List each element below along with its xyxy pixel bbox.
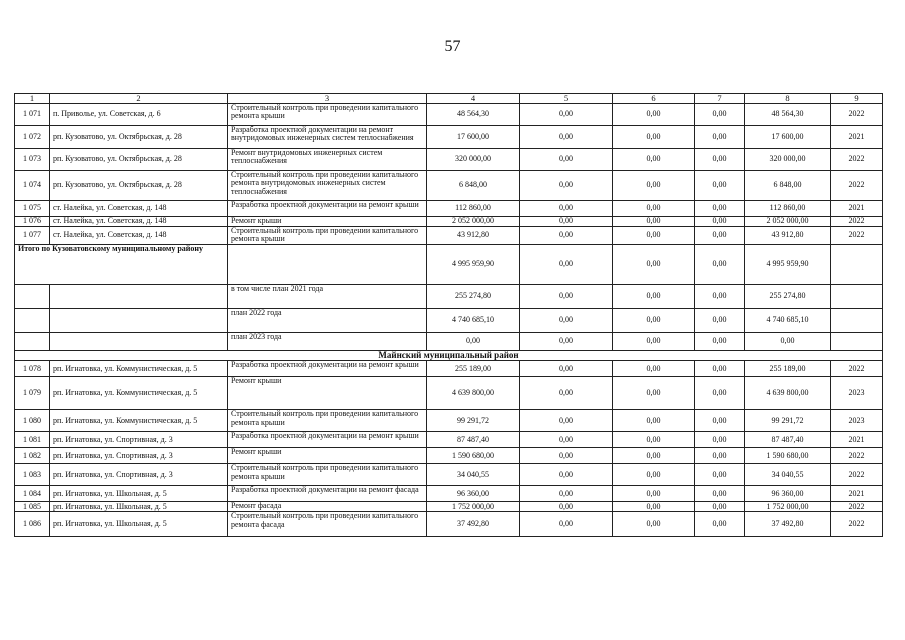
plan-year-row	[15, 333, 883, 351]
total-value-cell: 0,00	[520, 245, 613, 285]
table-row	[15, 201, 883, 217]
year-cell: 2023	[831, 377, 883, 410]
column-header: 6	[613, 94, 695, 104]
year-cell: 2021	[831, 201, 883, 217]
cost-cell: 0,00	[695, 227, 745, 245]
total-cost-cell: 48 564,30	[427, 104, 520, 126]
total-cost-cell: 37 492,80	[427, 512, 520, 537]
total-cost-cell: 320 000,00	[427, 149, 520, 171]
plan-value-cell: 255 274,80	[745, 285, 831, 309]
table-row	[15, 410, 883, 432]
plan-value-cell: 0,00	[520, 309, 613, 333]
row-number: 1 079	[15, 377, 50, 410]
fund-cost-cell: 320 000,00	[745, 149, 831, 171]
column-header: 7	[695, 94, 745, 104]
page-number: 57	[444, 38, 461, 55]
column-header: 2	[50, 94, 228, 104]
cost-cell: 0,00	[520, 361, 613, 377]
table-row	[15, 448, 883, 464]
cost-cell: 0,00	[695, 126, 745, 149]
plan-value-cell: 0,00	[427, 333, 520, 351]
work-type-cell: Строительный контроль при проведении капитального ремонта крыши	[228, 227, 427, 245]
address-cell: рп. Кузоватово, ул. Октябрьская, д. 28	[50, 171, 228, 201]
work-type-cell: Разработка проектной документации на ремонт крыши	[228, 361, 427, 377]
work-type-cell: Разработка проектной документации на ремонт внутридомовых инженерных систем теплоснабжения	[228, 126, 427, 149]
work-type-cell: Ремонт внутридомовых инженерных систем теплоснабжения	[228, 149, 427, 171]
total-cost-cell: 96 360,00	[427, 486, 520, 502]
row-number: 1 078	[15, 361, 50, 377]
plan-value-cell: 0,00	[695, 309, 745, 333]
table-row	[15, 464, 883, 486]
section-header-row	[15, 351, 883, 361]
address-cell: ст. Налейка, ул. Советская, д. 148	[50, 201, 228, 217]
register-table	[14, 93, 883, 537]
year-cell: 2022	[831, 171, 883, 201]
cost-cell: 0,00	[613, 149, 695, 171]
cost-cell: 0,00	[613, 377, 695, 410]
fund-cost-cell: 4 639 800,00	[745, 377, 831, 410]
address-cell: рп. Кузоватово, ул. Октябрьская, д. 28	[50, 149, 228, 171]
row-number: 1 082	[15, 448, 50, 464]
empty-cell	[50, 285, 228, 309]
cost-cell: 0,00	[695, 448, 745, 464]
cost-cell: 0,00	[695, 149, 745, 171]
cost-cell: 0,00	[695, 410, 745, 432]
cost-cell: 0,00	[613, 448, 695, 464]
column-header: 3	[228, 94, 427, 104]
table-row	[15, 512, 883, 537]
year-cell: 2022	[831, 217, 883, 227]
year-cell: 2022	[831, 502, 883, 512]
table-row	[15, 126, 883, 149]
empty-cell	[15, 333, 50, 351]
cost-cell: 0,00	[695, 486, 745, 502]
row-number: 1 086	[15, 512, 50, 537]
work-type-cell: Разработка проектной документации на ремонт крыши	[228, 201, 427, 217]
address-cell: рп. Игнатовка, ул. Школьная, д. 5	[50, 486, 228, 502]
table-row	[15, 104, 883, 126]
table-row	[15, 377, 883, 410]
address-cell: рп. Кузоватово, ул. Октябрьская, д. 28	[50, 126, 228, 149]
year-cell: 2022	[831, 464, 883, 486]
fund-cost-cell: 6 848,00	[745, 171, 831, 201]
cost-cell: 0,00	[695, 171, 745, 201]
total-cost-cell: 87 487,40	[427, 432, 520, 448]
fund-cost-cell: 99 291,72	[745, 410, 831, 432]
table-row	[15, 486, 883, 502]
cost-cell: 0,00	[695, 104, 745, 126]
cost-cell: 0,00	[695, 464, 745, 486]
address-cell: ст. Налейка, ул. Советская, д. 148	[50, 217, 228, 227]
cost-cell: 0,00	[520, 432, 613, 448]
fund-cost-cell: 34 040,55	[745, 464, 831, 486]
cost-cell: 0,00	[520, 217, 613, 227]
table-row	[15, 432, 883, 448]
plan-value-cell: 0,00	[745, 333, 831, 351]
year-cell: 2021	[831, 126, 883, 149]
year-cell: 2021	[831, 432, 883, 448]
empty-cell	[15, 285, 50, 309]
cost-cell: 0,00	[520, 201, 613, 217]
plan-year-label: в том числе план 2021 года	[228, 285, 427, 309]
row-number: 1 074	[15, 171, 50, 201]
year-cell: 2022	[831, 361, 883, 377]
district-total-row	[15, 245, 883, 285]
cost-cell: 0,00	[520, 149, 613, 171]
empty-cell	[50, 333, 228, 351]
work-type-cell: Ремонт крыши	[228, 377, 427, 410]
empty-cell	[15, 309, 50, 333]
work-type-cell: Ремонт крыши	[228, 217, 427, 227]
cost-cell: 0,00	[695, 432, 745, 448]
work-type-cell: Строительный контроль при проведении капитального ремонта крыши	[228, 464, 427, 486]
table-row	[15, 361, 883, 377]
empty-cell	[831, 285, 883, 309]
address-cell: п. Приволье, ул. Советская, д. 6	[50, 104, 228, 126]
column-header: 8	[745, 94, 831, 104]
row-number: 1 073	[15, 149, 50, 171]
empty-cell	[831, 309, 883, 333]
cost-cell: 0,00	[613, 410, 695, 432]
cost-cell: 0,00	[613, 512, 695, 537]
cost-cell: 0,00	[613, 126, 695, 149]
fund-cost-cell: 255 189,00	[745, 361, 831, 377]
address-cell: рп. Игнатовка, ул. Спортивная, д. 3	[50, 464, 228, 486]
total-cost-cell: 34 040,55	[427, 464, 520, 486]
cost-cell: 0,00	[613, 502, 695, 512]
cost-cell: 0,00	[695, 201, 745, 217]
work-type-cell: Строительный контроль при проведении капитального ремонта крыши	[228, 410, 427, 432]
fund-cost-cell: 1 590 680,00	[745, 448, 831, 464]
cost-cell: 0,00	[695, 217, 745, 227]
total-cost-cell: 99 291,72	[427, 410, 520, 432]
cost-cell: 0,00	[613, 171, 695, 201]
empty-cell	[50, 309, 228, 333]
cost-cell: 0,00	[695, 502, 745, 512]
row-number: 1 071	[15, 104, 50, 126]
plan-value-cell: 0,00	[695, 333, 745, 351]
cost-cell: 0,00	[613, 361, 695, 377]
year-cell: 2022	[831, 149, 883, 171]
fund-cost-cell: 1 752 000,00	[745, 502, 831, 512]
row-number: 1 084	[15, 486, 50, 502]
year-cell: 2021	[831, 486, 883, 502]
table-row	[15, 502, 883, 512]
table-row	[15, 217, 883, 227]
total-cost-cell: 1 590 680,00	[427, 448, 520, 464]
cost-cell: 0,00	[613, 201, 695, 217]
year-cell: 2023	[831, 410, 883, 432]
cost-cell: 0,00	[520, 227, 613, 245]
fund-cost-cell: 37 492,80	[745, 512, 831, 537]
cost-cell: 0,00	[613, 217, 695, 227]
address-cell: рп. Игнатовка, ул. Школьная, д. 5	[50, 512, 228, 537]
cost-cell: 0,00	[613, 432, 695, 448]
total-cost-cell: 6 848,00	[427, 171, 520, 201]
total-cost-cell: 17 600,00	[427, 126, 520, 149]
fund-cost-cell: 112 860,00	[745, 201, 831, 217]
work-type-cell: Ремонт фасада	[228, 502, 427, 512]
work-type-cell: Ремонт крыши	[228, 448, 427, 464]
address-cell: рп. Игнатовка, ул. Спортивная, д. 3	[50, 448, 228, 464]
plan-year-row	[15, 309, 883, 333]
year-cell: 2022	[831, 104, 883, 126]
total-value-cell: 4 995 959,90	[745, 245, 831, 285]
column-header: 5	[520, 94, 613, 104]
total-cost-cell: 255 189,00	[427, 361, 520, 377]
row-number: 1 083	[15, 464, 50, 486]
year-cell: 2022	[831, 512, 883, 537]
plan-value-cell: 0,00	[613, 285, 695, 309]
cost-cell: 0,00	[613, 104, 695, 126]
year-cell: 2022	[831, 448, 883, 464]
address-cell: рп. Игнатовка, ул. Спортивная, д. 3	[50, 432, 228, 448]
cost-cell: 0,00	[613, 464, 695, 486]
plan-year-row	[15, 285, 883, 309]
column-header: 4	[427, 94, 520, 104]
total-cost-cell: 112 860,00	[427, 201, 520, 217]
cost-cell: 0,00	[520, 486, 613, 502]
cost-cell: 0,00	[520, 377, 613, 410]
fund-cost-cell: 96 360,00	[745, 486, 831, 502]
fund-cost-cell: 48 564,30	[745, 104, 831, 126]
plan-value-cell: 0,00	[520, 333, 613, 351]
cost-cell: 0,00	[520, 502, 613, 512]
row-number: 1 072	[15, 126, 50, 149]
work-type-cell: Строительный контроль при проведении капитального ремонта внутридомовых инженерных систем теплоснабжения	[228, 171, 427, 201]
column-header: 1	[15, 94, 50, 104]
row-number: 1 075	[15, 201, 50, 217]
total-cost-cell: 43 912,80	[427, 227, 520, 245]
total-value-cell: 0,00	[613, 245, 695, 285]
empty-cell	[228, 245, 427, 285]
table-row	[15, 171, 883, 201]
cost-cell: 0,00	[520, 104, 613, 126]
work-type-cell: Строительный контроль при проведении капитального ремонта фасада	[228, 512, 427, 537]
fund-cost-cell: 43 912,80	[745, 227, 831, 245]
plan-value-cell: 0,00	[613, 333, 695, 351]
work-type-cell: Разработка проектной документации на ремонт крыши	[228, 432, 427, 448]
cost-cell: 0,00	[695, 361, 745, 377]
row-number: 1 076	[15, 217, 50, 227]
cost-cell: 0,00	[520, 512, 613, 537]
plan-year-label: план 2022 года	[228, 309, 427, 333]
total-cost-cell: 2 052 000,00	[427, 217, 520, 227]
plan-value-cell: 0,00	[695, 285, 745, 309]
total-value-cell: 4 995 959,90	[427, 245, 520, 285]
column-header: 9	[831, 94, 883, 104]
fund-cost-cell: 87 487,40	[745, 432, 831, 448]
cost-cell: 0,00	[613, 486, 695, 502]
empty-cell	[831, 333, 883, 351]
plan-value-cell: 0,00	[520, 285, 613, 309]
total-cost-cell: 1 752 000,00	[427, 502, 520, 512]
work-type-cell: Строительный контроль при проведении капитального ремонта крыши	[228, 104, 427, 126]
row-number: 1 081	[15, 432, 50, 448]
plan-year-label: план 2023 года	[228, 333, 427, 351]
plan-value-cell: 255 274,80	[427, 285, 520, 309]
row-number: 1 077	[15, 227, 50, 245]
table-body	[15, 94, 883, 537]
address-cell: рп. Игнатовка, ул. Коммунистическая, д. 5	[50, 361, 228, 377]
plan-value-cell: 4 740 685,10	[745, 309, 831, 333]
work-type-cell: Разработка проектной документации на ремонт фасада	[228, 486, 427, 502]
year-cell: 2022	[831, 227, 883, 245]
fund-cost-cell: 2 052 000,00	[745, 217, 831, 227]
table-row	[15, 149, 883, 171]
cost-cell: 0,00	[520, 410, 613, 432]
fund-cost-cell: 17 600,00	[745, 126, 831, 149]
total-cost-cell: 4 639 800,00	[427, 377, 520, 410]
section-title: Майнский муниципальный район	[15, 351, 883, 361]
address-cell: рп. Игнатовка, ул. Школьная, д. 5	[50, 502, 228, 512]
column-header-row	[15, 94, 883, 104]
row-number: 1 080	[15, 410, 50, 432]
table-row	[15, 227, 883, 245]
cost-cell: 0,00	[520, 448, 613, 464]
cost-cell: 0,00	[520, 126, 613, 149]
district-total-label: Итого по Кузоватовскому муниципальному району	[15, 245, 228, 285]
address-cell: ст. Налейка, ул. Советская, д. 148	[50, 227, 228, 245]
cost-cell: 0,00	[695, 377, 745, 410]
row-number: 1 085	[15, 502, 50, 512]
cost-cell: 0,00	[695, 512, 745, 537]
total-value-cell: 0,00	[695, 245, 745, 285]
cost-cell: 0,00	[520, 464, 613, 486]
cost-cell: 0,00	[520, 171, 613, 201]
address-cell: рп. Игнатовка, ул. Коммунистическая, д. 5	[50, 377, 228, 410]
cost-cell: 0,00	[613, 227, 695, 245]
empty-cell	[831, 245, 883, 285]
plan-value-cell: 0,00	[613, 309, 695, 333]
address-cell: рп. Игнатовка, ул. Коммунистическая, д. 5	[50, 410, 228, 432]
plan-value-cell: 4 740 685,10	[427, 309, 520, 333]
